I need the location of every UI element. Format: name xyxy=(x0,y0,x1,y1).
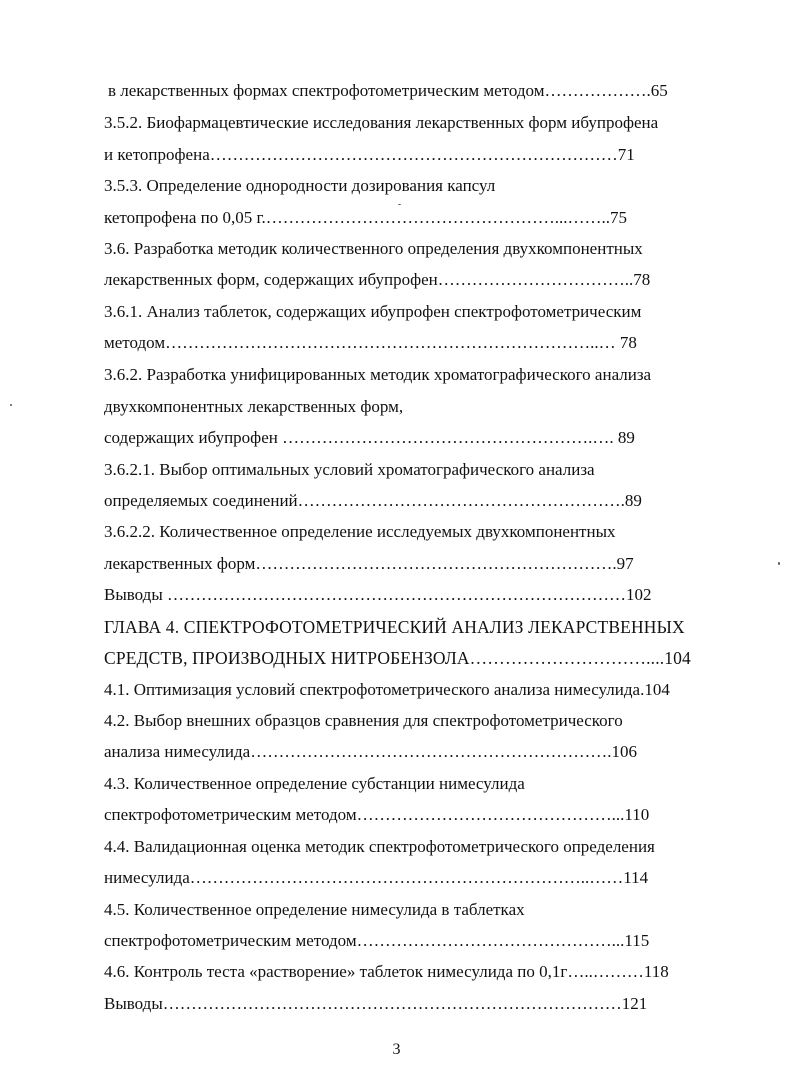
toc-line: лекарственных форм……………………………………………………….97 xyxy=(104,554,634,573)
toc-line: и кетопрофена………………………………………………………………71 xyxy=(104,145,635,164)
toc-line: Выводы………………………………………………………………………121 xyxy=(104,994,648,1013)
toc-line: 4.2. Выбор внешних образцов сравнения для спектрофотометрического xyxy=(104,711,623,730)
toc-line: 3.5.3. Определение однородности дозирования капсул xyxy=(104,176,496,195)
toc-line: 3.6.2. Разработка унифицированных методик хроматографического анализа xyxy=(104,365,652,384)
toc-line: лекарственных форм, содержащих ибупрофен……………………………..78 xyxy=(104,270,651,289)
scan-speck xyxy=(10,404,12,406)
toc-line: 3.6.2.1. Выбор оптимальных условий хроматографического анализа xyxy=(104,460,595,479)
toc-line: 3.5.2. Биофармацевтические исследования лекарственных форм ибупрофена xyxy=(104,113,659,132)
toc-line: двухкомпонентных лекарственных форм, xyxy=(104,397,404,416)
toc-line: в лекарственных формах спектрофотометрическим методом……………….65 xyxy=(108,81,668,100)
toc-line: 4.3. Количественное определение субстанции нимесулида xyxy=(104,774,525,793)
toc-line: спектрофотометрическим методом………………………………………...110 xyxy=(104,805,650,824)
toc-line: методом…………………………………………………………………..… 78 xyxy=(104,333,637,352)
toc-line: содержащих ибупрофен ……………………………………………….…. 89 xyxy=(104,428,635,447)
toc-line: 3.6.1. Анализ таблеток, содержащих ибупрофен спектрофотометрическим xyxy=(104,302,642,321)
toc-line: спектрофотометрическим методом………………………………………...115 xyxy=(104,931,650,950)
toc-line: анализа нимесулида……………………………………………………….106 xyxy=(104,742,637,761)
toc-line: 4.6. Контроль теста «растворение» таблеток нимесулида по 0,1г…..………118 xyxy=(104,962,669,981)
toc-line: определяемых соединений………………………………………………….89 xyxy=(104,491,642,510)
scan-speck xyxy=(398,204,401,205)
toc-line: 3.6. Разработка методик количественного определения двухкомпонентных xyxy=(104,239,643,258)
toc-line: 4.1. Оптимизация условий спектрофотометрического анализа нимесулида.104 xyxy=(104,680,670,699)
toc-line: кетопрофена по 0,05 г.……………………………………………...……..75 xyxy=(104,208,628,227)
chapter-heading-line: ГЛАВА 4. СПЕКТРОФОТОМЕТРИЧЕСКИЙ АНАЛИЗ ЛЕКАРСТВЕННЫХ xyxy=(104,617,685,637)
scan-speck xyxy=(778,562,780,565)
toc-line: 4.4. Валидационная оценка методик спектрофотометрического определения xyxy=(104,837,655,856)
toc-line: нимесулида……………………………………………………………..……114 xyxy=(104,868,649,887)
page-number: 3 xyxy=(392,1041,401,1058)
toc-line: 4.5. Количественное определение нимесулида в таблетках xyxy=(104,900,525,919)
chapter-heading-line: СРЕДСТВ, ПРОИЗВОДНЫХ НИТРОБЕНЗОЛА…………………………....104 xyxy=(104,648,691,668)
toc-line: 3.6.2.2. Количественное определение исследуемых двухкомпонентных xyxy=(104,522,616,541)
toc-line: Выводы ………………………………………………………………………102 xyxy=(104,585,652,604)
